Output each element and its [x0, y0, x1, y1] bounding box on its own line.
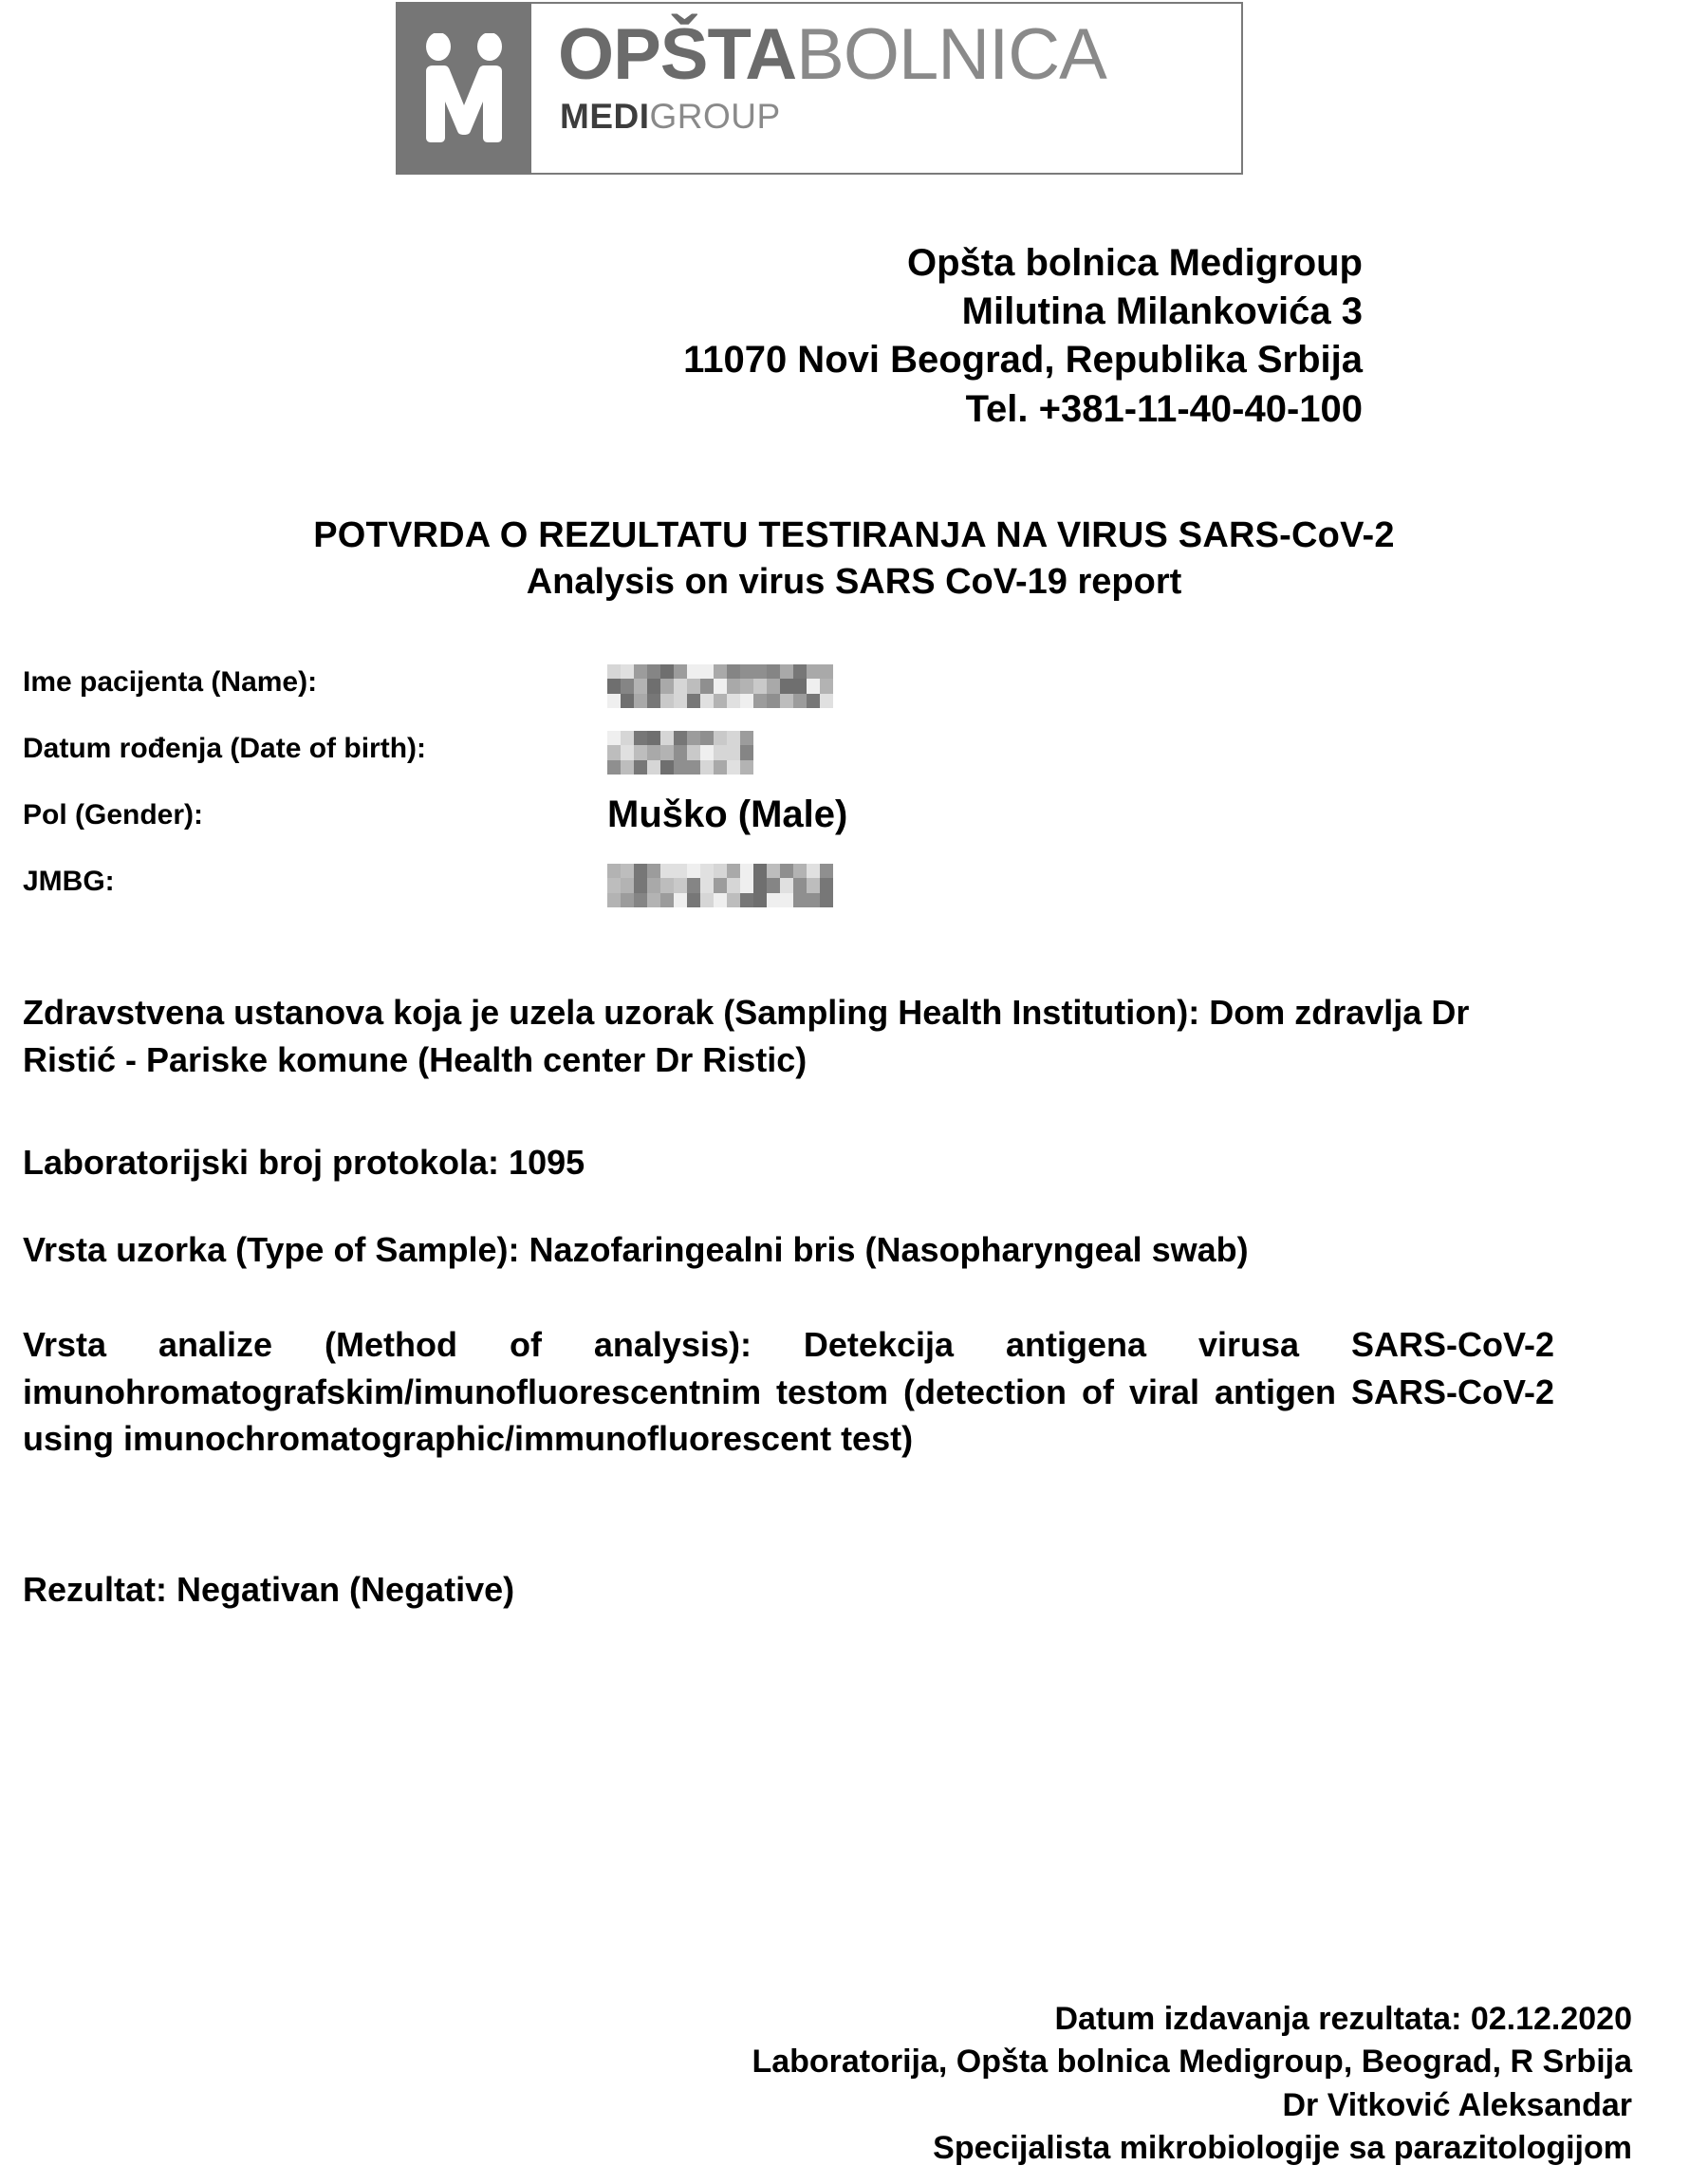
address-line-4: Tel. +381-11-40-40-100	[965, 387, 1363, 430]
address-line-2: Milutina Milankovića 3	[961, 290, 1363, 333]
logo-word-group: GROUP	[649, 97, 781, 136]
result-paragraph: Rezultat: Negativan (Negative)	[23, 1570, 515, 1609]
field-label-name: Ime pacijenta (Name):	[23, 666, 318, 698]
redaction-dob	[607, 731, 753, 775]
sampling-institution-paragraph: Zdravstvena ustanova koja je uzela uzorak (Sampling Health Institution): Dom zdravlja Dr Ristić - Pariske komune (Health center Dr Ristic)	[23, 993, 1470, 1079]
logo-word-medi: MEDI	[560, 97, 650, 136]
method-of-analysis-paragraph: Vrsta analize (Method of analysis): Detekcija antigena virusa SARS-CoV-2 imunohromatografskim/imunofluorescentnim testom (detection of viral antigen SARS-CoV-2 using imunochromatographic/immunofluorescent test)	[23, 1325, 1554, 1459]
hospital-address-block	[683, 239, 1363, 434]
footer-doctor-name: Dr Vitković Aleksandar	[1282, 2086, 1632, 2123]
field-label-dob: Datum rođenja (Date of birth):	[23, 733, 426, 764]
field-row-name	[23, 661, 972, 727]
footer-issue-date: Datum izdavanja rezultata: 02.12.2020	[1054, 2000, 1632, 2037]
title-english: Analysis on virus SARS CoV-19 report	[526, 562, 1182, 603]
redaction-name	[607, 664, 833, 708]
logo-wordmark-secondary	[560, 99, 781, 134]
title-serbian: POTVRDA O REZULTATU TESTIRANJA NA VIRUS SARS-CoV-2	[313, 515, 1395, 555]
field-row-dob	[23, 727, 972, 793]
footer-signature-block	[752, 1998, 1632, 2171]
field-label-gender: Pol (Gender):	[23, 799, 204, 831]
logo-wordmark-primary	[558, 14, 1106, 95]
protocol-number-paragraph: Laboratorijski broj protokola: 1095	[23, 1143, 585, 1182]
footer-laboratory: Laboratorija, Opšta bolnica Medigroup, Beograd, R Srbija	[752, 2044, 1632, 2081]
footer-doctor-specialty: Specijalista mikrobiologije sa parazitologijom	[933, 2130, 1632, 2167]
logo-wordmark-box	[531, 2, 1243, 175]
logo-word-opsta: OPŠTA	[558, 14, 797, 95]
field-row-jmbg	[23, 860, 972, 926]
address-line-3: 11070 Novi Beograd, Republika Srbija	[683, 339, 1363, 382]
document-title	[0, 513, 1708, 607]
hospital-logo	[396, 2, 1243, 175]
field-label-jmbg: JMBG:	[23, 866, 115, 897]
medigroup-m-figures-icon	[396, 2, 531, 175]
address-line-1: Opšta bolnica Medigroup	[906, 242, 1363, 284]
field-row-gender	[23, 793, 972, 860]
field-value-gender: Muško (Male)	[607, 793, 848, 835]
patient-info-section	[23, 661, 972, 926]
sample-type-paragraph: Vrsta uzorka (Type of Sample): Nazofaringealni bris (Nasopharyngeal swab)	[23, 1230, 1249, 1269]
redaction-jmbg	[607, 864, 833, 907]
logo-word-bolnica: BOLNICA	[796, 14, 1106, 95]
